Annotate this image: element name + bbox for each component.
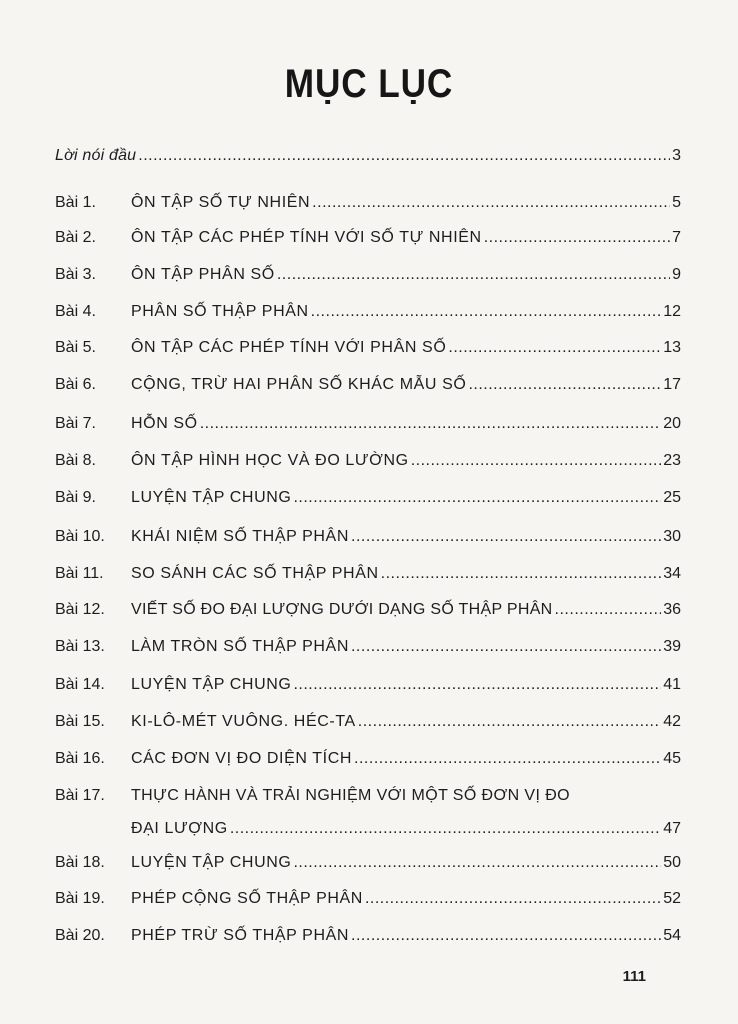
- toc-entry-title: ÔN TẬP CÁC PHÉP TÍNH VỚI SỐ TỰ NHIÊN: [131, 229, 482, 246]
- toc-entry-title: PHÉP CỘNG SỐ THẬP PHÂN: [131, 890, 363, 907]
- toc-entry-line: [131, 302, 681, 322]
- toc-entry-title: PHÂN SỐ THẬP PHÂN: [131, 303, 309, 320]
- toc-entry-page: 23: [663, 452, 681, 469]
- lesson-number: Bài 9.: [55, 489, 96, 506]
- toc-entry-page: 13: [663, 339, 681, 356]
- toc-entry-line: [131, 265, 681, 285]
- dot-leader: [293, 488, 661, 508]
- toc-entry-title: HỖN SỐ: [131, 415, 198, 432]
- toc-entry-line: [131, 712, 681, 732]
- lesson-number: Bài 3.: [55, 266, 96, 283]
- dot-leader: [365, 889, 661, 909]
- dot-leader: [354, 749, 661, 769]
- lesson-number: Bài 16.: [55, 750, 105, 767]
- lesson-number: Bài 13.: [55, 638, 105, 655]
- toc-entry-page: 54: [663, 927, 681, 944]
- toc-entry-title: VIẾT SỐ ĐO ĐẠI LƯỢNG DƯỚI DẠNG SỐ THẬP PHÂN: [131, 601, 553, 618]
- toc-entry-line: [131, 527, 681, 547]
- toc-entry-page: 47: [663, 820, 681, 837]
- toc-entry-title: Lời nói đầu: [55, 147, 137, 164]
- toc-entry-line: [131, 488, 681, 508]
- toc-entry-title: ÔN TẬP PHÂN SỐ: [131, 266, 275, 283]
- toc-entry-title: LUYỆN TẬP CHUNG: [131, 854, 292, 871]
- dot-leader: [351, 926, 661, 946]
- toc-entry-line: [131, 193, 681, 213]
- dot-leader: [555, 600, 662, 620]
- toc-entry-line: [131, 600, 681, 620]
- dot-leader: [293, 675, 661, 695]
- toc-entry-line: [131, 926, 681, 946]
- dot-leader: [200, 414, 661, 434]
- dot-leader: [411, 451, 662, 471]
- toc-entry-page: 20: [663, 415, 681, 432]
- toc-entry-title: ÔN TẬP HÌNH HỌC VÀ ĐO LƯỜNG: [131, 452, 409, 469]
- dot-leader: [311, 302, 662, 322]
- toc-entry-title: KI-LÔ-MÉT VUÔNG. HÉC-TA: [131, 713, 356, 730]
- toc-entry-page: 52: [663, 890, 681, 907]
- dot-leader: [230, 819, 661, 839]
- toc-entry-page: 39: [663, 638, 681, 655]
- dot-leader: [138, 146, 670, 166]
- lesson-number: Bài 1.: [55, 194, 96, 211]
- toc-entry-page: 17: [663, 376, 681, 393]
- lesson-number: Bài 19.: [55, 890, 105, 907]
- toc-entry-line: [131, 375, 681, 395]
- toc-entry-title: SO SÁNH CÁC SỐ THẬP PHÂN: [131, 565, 379, 582]
- lesson-number: Bài 7.: [55, 415, 96, 432]
- dot-leader: [351, 527, 661, 547]
- toc-entry-line: [131, 749, 681, 769]
- toc-entry-page: 5: [672, 194, 681, 211]
- dot-leader: [351, 637, 661, 657]
- toc-entry-title: CÁC ĐƠN VỊ ĐO DIỆN TÍCH: [131, 750, 353, 767]
- dot-leader: [484, 228, 670, 248]
- toc-entry-page: 9: [672, 266, 681, 283]
- dot-leader: [381, 564, 662, 584]
- toc-entry-line: [131, 819, 681, 839]
- toc-entry-page: 45: [663, 750, 681, 767]
- toc-entry-title: KHÁI NIỆM SỐ THẬP PHÂN: [131, 528, 349, 545]
- dot-leader: [293, 853, 661, 873]
- toc-entry-title: ÔN TẬP CÁC PHÉP TÍNH VỚI PHÂN SỐ: [131, 339, 447, 356]
- toc-entry-page: 12: [663, 303, 681, 320]
- lesson-number: Bài 10.: [55, 528, 105, 545]
- page-title: MỤC LỤC: [284, 62, 454, 106]
- toc-entry-line: [131, 675, 681, 695]
- toc-entry-line: [131, 338, 681, 358]
- toc-entry-line: [55, 146, 681, 166]
- lesson-number: Bài 14.: [55, 676, 105, 693]
- toc-entry-page: 30: [663, 528, 681, 545]
- dot-leader: [312, 193, 670, 213]
- toc-entry-title: LUYỆN TẬP CHUNG: [131, 676, 292, 693]
- lesson-number: Bài 15.: [55, 713, 105, 730]
- lesson-number: Bài 8.: [55, 452, 96, 469]
- toc-entry-line: [131, 637, 681, 657]
- dot-leader: [358, 712, 661, 732]
- toc-entry-title: ÔN TẬP SỐ TỰ NHIÊN: [131, 194, 311, 211]
- lesson-number: Bài 2.: [55, 229, 96, 246]
- toc-entry-title: LUYỆN TẬP CHUNG: [131, 489, 292, 506]
- lesson-number: Bài 18.: [55, 854, 105, 871]
- dot-leader: [448, 338, 661, 358]
- toc-entry-title: ĐẠI LƯỢNG: [131, 820, 228, 837]
- lesson-number: Bài 4.: [55, 303, 96, 320]
- lesson-number: Bài 5.: [55, 339, 96, 356]
- toc-entry-title: LÀM TRÒN SỐ THẬP PHÂN: [131, 638, 349, 655]
- toc-entry-page: 34: [663, 565, 681, 582]
- toc-entry-page: 7: [672, 229, 681, 246]
- toc-entry-page: 36: [663, 601, 681, 618]
- toc-entry-title: CỘNG, TRỪ HAI PHÂN SỐ KHÁC MẪU SỐ: [131, 376, 467, 393]
- toc-entry-line: [131, 451, 681, 471]
- toc-entry-page: 25: [663, 489, 681, 506]
- dot-leader: [277, 265, 670, 285]
- lesson-number: Bài 12.: [55, 601, 105, 618]
- toc-entry-page: 41: [663, 676, 681, 693]
- toc-entry-line: [131, 414, 681, 434]
- lesson-number: Bài 17.: [55, 787, 105, 804]
- toc-entry-title-line1: THỰC HÀNH VÀ TRẢI NGHIỆM VỚI MỘT SỐ ĐƠN VỊ ĐO: [131, 787, 570, 804]
- dot-leader: [468, 375, 661, 395]
- toc-entry-title: PHÉP TRỪ SỐ THẬP PHÂN: [131, 927, 350, 944]
- toc-entry-line: [131, 228, 681, 248]
- page-number: 111: [622, 968, 646, 985]
- lesson-number: Bài 6.: [55, 376, 96, 393]
- toc-entry-page: 42: [663, 713, 681, 730]
- toc-entry-line: [131, 889, 681, 909]
- toc-entry-line: [131, 853, 681, 873]
- lesson-number: Bài 20.: [55, 927, 105, 944]
- toc-entry-line: [131, 564, 681, 584]
- lesson-number: Bài 11.: [55, 565, 104, 582]
- toc-entry-page: 50: [663, 854, 681, 871]
- toc-entry-page: 3: [672, 147, 681, 164]
